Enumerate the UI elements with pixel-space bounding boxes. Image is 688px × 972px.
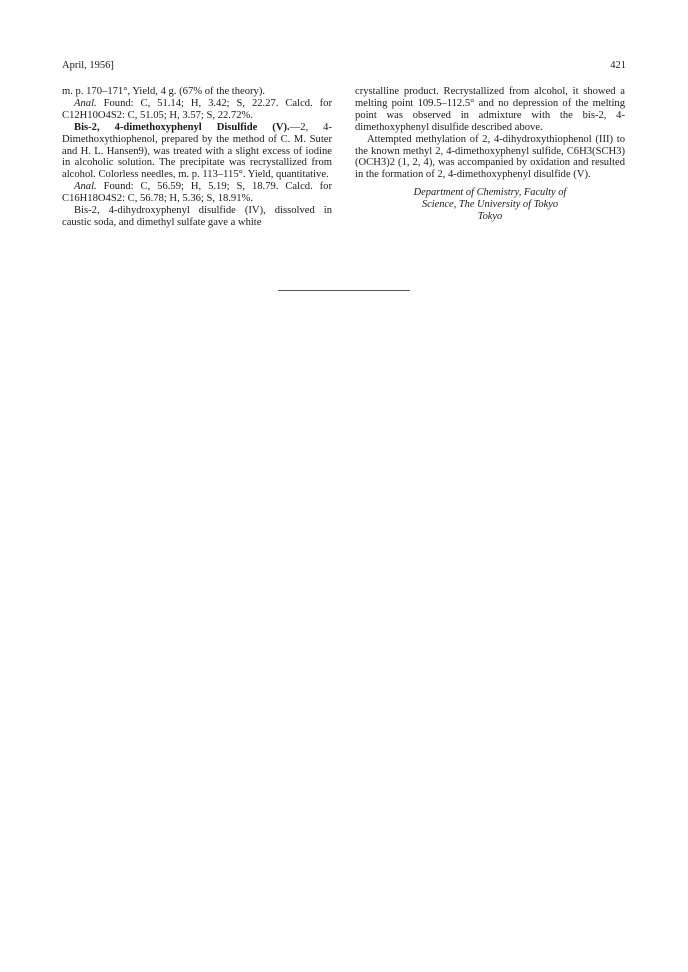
analysis-text: Found: C, 56.59; H, 5.19; S, 18.79. Calcd. for C16H18O4S2: C, 56.78; H, 5.36; S, 18.91%. xyxy=(62,181,332,205)
right-column xyxy=(355,86,625,223)
issue-date: April, 1956] xyxy=(62,60,114,71)
paragraph-methylation: Bis-2, 4-dihydroxyphenyl disulfide (IV), dissolved in caustic soda, and dimethyl sulfate gave a white xyxy=(62,205,332,228)
left-column xyxy=(62,86,332,229)
anal-label: Anal. xyxy=(74,181,97,193)
affiliation-line: Department of Chemistry, Faculty of xyxy=(413,187,567,199)
paragraph-product: crystalline product. Recrystallized from alcohol, it showed a melting point 109.5–112.5° and no depression of the melting point was observed in admixture with the bis-2, 4-dimethoxyphenyl disulfide described above. xyxy=(355,86,625,133)
procedure-text: —2, 4-Dimethoxythiophenol, prepared by the method of C. M. Suter and H. L. Hansen9), was treated with a slight excess of iodine in alcoholic solution. The precipitate was recrystallized from alcohol. Colorless needles, m. p. 113–115°. Yield, quantitative. xyxy=(62,121,333,181)
affiliation-line: Science, The University of Tokyo xyxy=(421,199,559,211)
paragraph-disulfide xyxy=(62,122,332,182)
paragraph-analysis-2 xyxy=(62,181,332,205)
affiliation-line: Tokyo xyxy=(477,211,503,223)
affiliation xyxy=(355,187,625,223)
paragraph-analysis-1 xyxy=(62,98,332,122)
end-rule xyxy=(278,290,410,291)
paragraph-yield: m. p. 170–171°, Yield, 4 g. (67% of the theory). xyxy=(62,86,266,97)
analysis-text: Found: C, 51.14; H, 3.42; S, 22.27. Calcd. for C12H10O4S2: C, 51.05; H, 3.57; S, 22.72%. xyxy=(62,97,332,121)
compound-heading: Bis-2, 4-dimethoxyphenyl Disulfide (V). xyxy=(74,121,290,133)
anal-label: Anal. xyxy=(74,97,97,109)
page-number: 421 xyxy=(610,60,626,71)
paragraph-attempted: Attempted methylation of 2, 4-dihydroxythiophenol (III) to the known methyl 2, 4-dimethoxyphenyl sulfide, C6H3(SCH3)(OCH3)2 (1, 2, 4), was accompanied by oxidation and resulted in the formation of 2, 4-dimethoxyphenyl disulfide (V). xyxy=(355,133,625,181)
page-header xyxy=(62,60,626,74)
